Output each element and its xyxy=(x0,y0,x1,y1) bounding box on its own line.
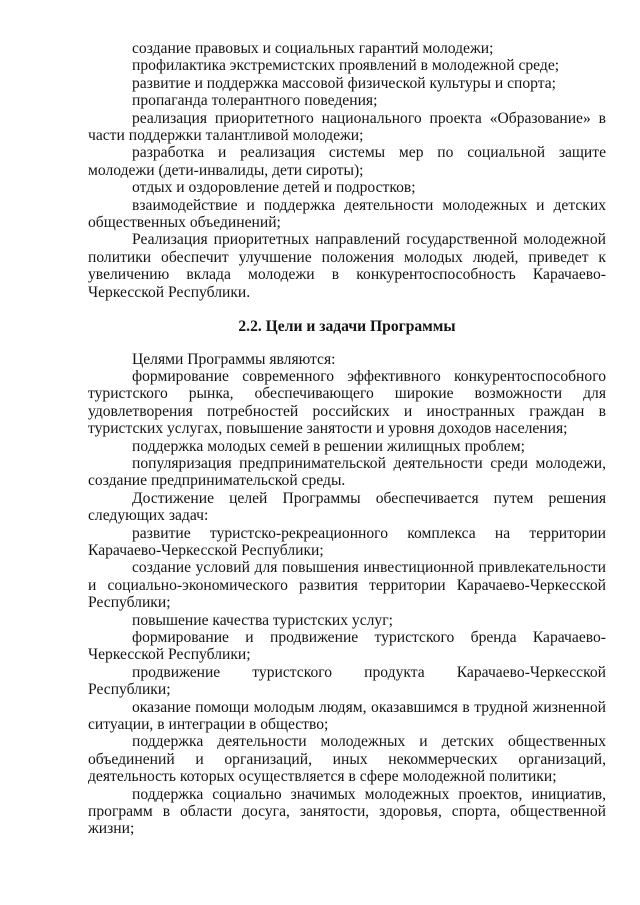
list-item: разработка и реализация системы мер по социальной защите молодежи (дети-инвалиды, дети сироты); xyxy=(88,144,606,179)
list-item: профилактика экстремистских проявлений в молодежной среде; xyxy=(132,57,560,75)
task-item: создание условий для повышения инвестиционной привлекательности и социально-экономического развития территории Карачаево-Черкесской Республики; xyxy=(88,559,606,612)
summary-paragraph: Реализация приоритетных направлений государственной молодежной политики обеспечит улучшение положения молодых людей, приведет к увеличению вклада молодежи в конкурентоспособность Карачаево-Черкесской Республики. xyxy=(88,231,606,301)
tasks-intro: Достижение целей Программы обеспечивается путем решения следующих задач: xyxy=(88,489,606,525)
goal-item: популяризация предпринимательской деятельности среди молодежи, создание предпринимательской среды. xyxy=(88,454,606,490)
task-item: продвижение туристского продукта Карачаево-Черкесской Республики; xyxy=(88,663,606,699)
document-page xyxy=(88,40,606,838)
list-item: взаимодействие и поддержка деятельности молодежных и детских общественных объединений; xyxy=(88,196,606,232)
task-item: развитие туристско-рекреационного комплекса на территории Карачаево-Черкесской Республики; xyxy=(88,524,606,559)
list-item: отдых и оздоровление детей и подростков; xyxy=(132,179,416,197)
task-item: поддержка социально значимых молодежных проектов, инициатив, программ в области досуга, занятости, здоровья, спорта, общественной жизни; xyxy=(88,785,606,838)
task-item: поддержка деятельности молодежных и детских общественных объединений и организаций, иных некоммерческих организаций, деятельность которых осуществляется в сфере молодежной политики; xyxy=(88,733,606,786)
list-item: пропаганда толерантного поведения; xyxy=(132,92,378,110)
goal-item: формирование современного эффективного конкурентоспособного туристского рынка, обеспечивающего широкие возможности для удовлетворения потребностей российских и иностранных граждан в туристских услугах, повышение занятости и уровня доходов населения; xyxy=(88,367,606,438)
goals-intro: Целями Программы являются: xyxy=(132,350,336,368)
list-item: создание правовых и социальных гарантий молодежи; xyxy=(132,40,494,57)
task-item: оказание помощи молодым людям, оказавшимся в трудной жизненной ситуации, в интеграции в общество; xyxy=(88,698,606,734)
task-item: формирование и продвижение туристского бренда Карачаево-Черкесской Республики; xyxy=(88,629,606,664)
goal-item: поддержка молодых семей в решении жилищных проблем; xyxy=(132,437,525,455)
list-item: развитие и поддержка массовой физической культуры и спорта; xyxy=(132,74,556,92)
task-item: повышение качества туристских услуг; xyxy=(132,611,393,629)
list-item: реализация приоритетного национального проекта «Образование» в части поддержки талантливой молодежи; xyxy=(88,109,606,145)
section-heading: 2.2. Цели и задачи Программы xyxy=(238,318,456,336)
